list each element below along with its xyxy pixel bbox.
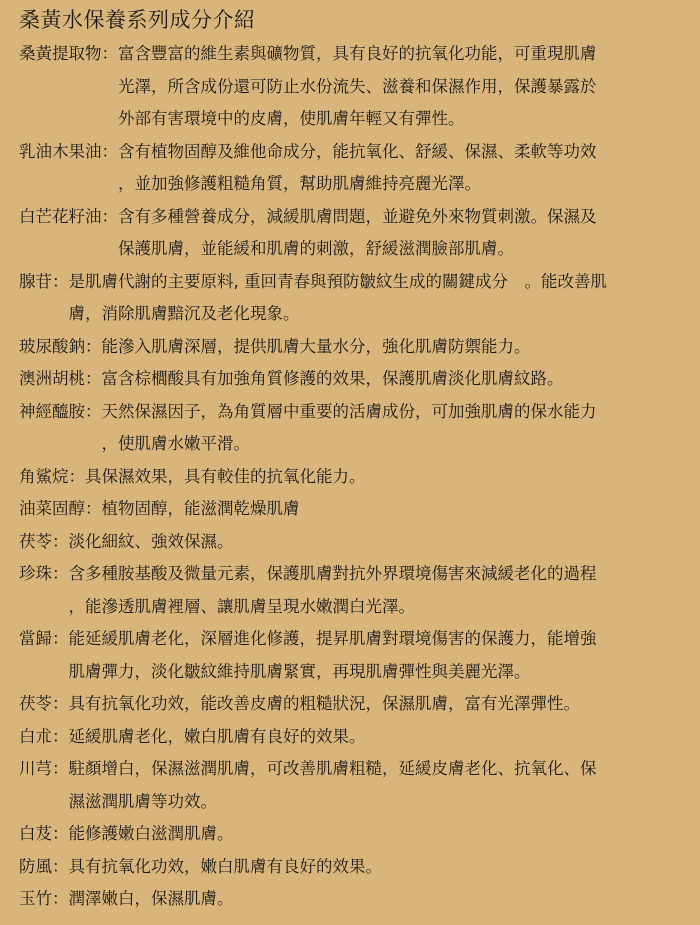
ingredient-entry <box>19 201 686 266</box>
ingredient-description <box>102 363 564 396</box>
ingredient-name: 乳油木果油： <box>19 141 118 161</box>
ingredient-name: 茯苓： <box>19 531 69 551</box>
ingredient-description <box>69 721 366 754</box>
ingredient-name: 玻尿酸鈉： <box>19 336 102 356</box>
description-line: ，並加強修護粗糙角質，幫助肌膚維持亮麗光澤。 <box>118 174 481 193</box>
description-line: 外部有害環境中的皮膚，使肌膚年輕又有彈性。 <box>118 109 465 128</box>
description-line: 駐顏增白，保濕滋潤肌膚，可改善肌膚粗糙，延緩皮膚老化、抗氧化、保 <box>68 759 597 778</box>
ingredient-name: 防風： <box>19 856 69 876</box>
description-line: 光澤，所含成份還可防止水份流失、滋養和保濕作用，保護暴露於 <box>118 76 597 96</box>
ingredient-entry <box>19 851 686 884</box>
ingredient-entry <box>19 818 686 851</box>
description-line: ，能滲透肌膚裡層、讓肌膚呈現水嫩潤白光澤。 <box>68 596 415 616</box>
ingredient-description <box>118 38 597 136</box>
page-title: 桑黃水保養系列成分介紹 <box>19 8 256 32</box>
description-line: 能修護嫩白滋潤肌膚。 <box>68 824 234 843</box>
ingredient-entry <box>19 526 686 559</box>
ingredient-entry <box>19 753 686 818</box>
description-line: 能延緩肌膚老化，深層進化修護，提昇肌膚對環境傷害的保護力，能增強 <box>68 629 597 648</box>
description-line: 濕滋潤肌膚等功效。 <box>68 791 217 811</box>
ingredient-name: 玉竹： <box>19 889 69 908</box>
description-line: 富含棕櫚酸具有加強角質修護的效果，保護肌膚淡化肌膚紋路。 <box>101 369 564 388</box>
description-line: 肌膚彈力，淡化皺紋維持肌膚緊實，再現肌膚彈性與美麗光澤。 <box>68 661 531 681</box>
ingredient-name: 腺苷： <box>19 271 69 291</box>
ingredient-description <box>69 688 581 721</box>
ingredient-entry <box>19 558 686 623</box>
description-line: 含有植物固醇及維他命成分，能抗氧化、舒緩、保濕、柔軟等功效 <box>118 141 597 161</box>
ingredient-entry <box>19 461 686 494</box>
description-line: 延緩肌膚老化，嫩白肌膚有良好的效果。 <box>68 726 366 746</box>
ingredient-entry <box>19 688 686 721</box>
ingredient-entry <box>19 266 686 331</box>
ingredient-entry <box>19 38 686 136</box>
ingredient-description <box>85 461 366 494</box>
ingredient-name: 澳洲胡桃： <box>19 369 102 388</box>
ingredient-name: 茯苓： <box>19 694 69 713</box>
ingredient-name: 白芨： <box>19 824 69 843</box>
ingredient-description <box>102 331 531 364</box>
ingredient-description <box>118 136 597 201</box>
ingredient-entry <box>19 721 686 754</box>
ingredient-entry <box>19 136 686 201</box>
ingredient-name: 川芎： <box>19 759 69 778</box>
ingredient-description <box>69 883 234 916</box>
ingredient-entry <box>19 331 686 364</box>
ingredient-description <box>69 623 597 688</box>
ingredient-name: 神經醯胺： <box>19 401 102 421</box>
ingredient-name: 白芒花籽油： <box>19 206 118 226</box>
description-line: 保護肌膚，並能緩和肌膚的刺激，舒緩滋潤臉部肌膚。 <box>118 239 514 258</box>
description-line: 潤澤嫩白，保濕肌膚。 <box>68 889 234 908</box>
ingredient-name: 油菜固醇： <box>19 499 102 518</box>
ingredient-description <box>69 851 383 884</box>
description-line: 富含豐富的維生素與礦物質，具有良好的抗氧化功能，可重現肌膚 <box>118 44 597 63</box>
description-line: 含有多種營養成分，減緩肌膚問題，並避免外來物質刺激。保濕及 <box>118 206 597 226</box>
description-line: ，使肌膚水嫩平滑。 <box>101 434 250 453</box>
description-line: 具有抗氧化功效，嫩白肌膚有良好的效果。 <box>68 856 382 876</box>
description-line: 含多種胺基酸及微量元素，保護肌膚對抗外界環境傷害來減緩老化的過程 <box>68 564 597 583</box>
ingredient-entry <box>19 363 686 396</box>
ingredient-description <box>102 493 300 526</box>
ingredient-entry <box>19 493 686 526</box>
ingredient-description <box>69 818 234 851</box>
description-line: 膚，消除肌膚黯沉及老化現象。 <box>68 304 300 323</box>
ingredient-name: 當歸： <box>19 629 69 648</box>
ingredient-description <box>69 526 234 559</box>
ingredient-entry <box>19 623 686 688</box>
ingredient-name: 珍珠： <box>19 564 69 583</box>
ingredient-name: 白朮： <box>19 726 69 746</box>
description-line: 淡化細紋、強效保濕。 <box>68 531 234 551</box>
ingredient-description <box>102 396 597 461</box>
ingredient-name: 角鯊烷： <box>19 466 85 486</box>
description-line: 能滲入肌膚深層，提供肌膚大量水分，強化肌膚防禦能力。 <box>101 336 531 356</box>
ingredient-description <box>69 753 597 818</box>
ingredient-list <box>19 38 686 916</box>
ingredient-description <box>69 266 608 331</box>
description-line: 具有抗氧化功效，能改善皮膚的粗糙狀況，保濕肌膚，富有光澤彈性。 <box>68 694 580 713</box>
description-line: 天然保濕因子，為角質層中重要的活膚成份，可加強肌膚的保水能力 <box>101 401 597 421</box>
ingredient-entry <box>19 396 686 461</box>
description-line: 植物固醇，能滋潤乾燥肌膚 <box>101 499 300 518</box>
description-line: 是肌膚代謝的主要原料, 重回青春與預防皺紋生成的關鍵成分 。能改善肌 <box>68 271 607 291</box>
ingredient-description <box>69 558 597 623</box>
ingredient-entry <box>19 883 686 916</box>
description-line: 具保濕效果，具有較佳的抗氧化能力。 <box>85 466 366 486</box>
ingredient-description <box>118 201 597 266</box>
ingredient-name: 桑黃提取物： <box>19 44 118 63</box>
